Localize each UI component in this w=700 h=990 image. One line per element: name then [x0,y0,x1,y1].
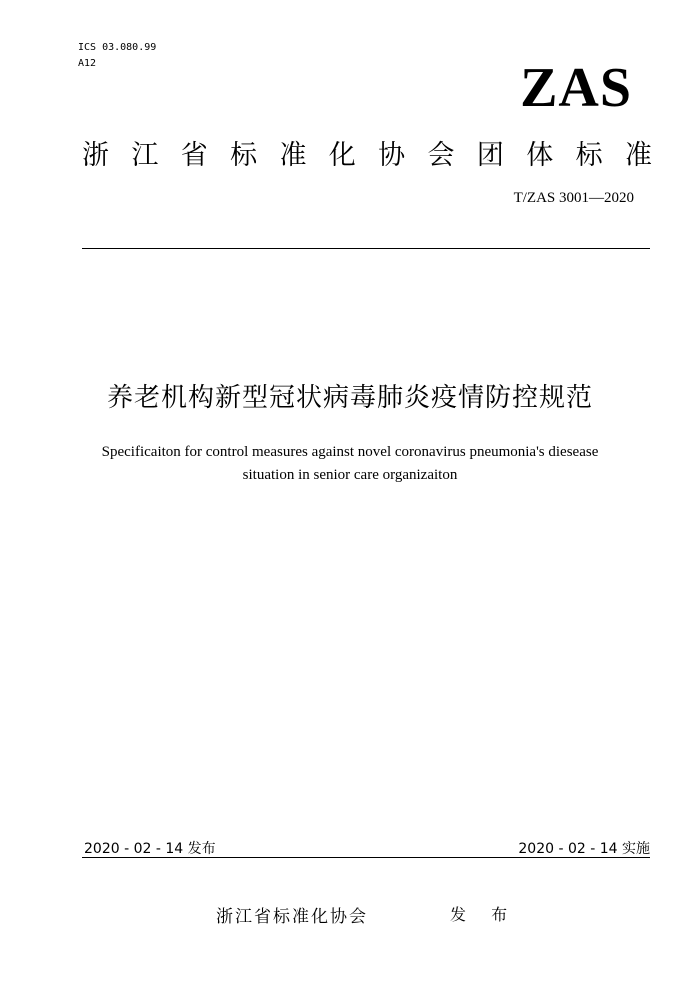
org-title-char: 准 [279,140,307,171]
publisher-name: 浙江省标准化协会 [216,907,368,927]
title-chinese: 养老机构新型冠状病毒肺炎疫情防控规范 [106,383,593,413]
org-title-char: 标 [575,140,603,171]
org-title-char: 体 [526,140,554,171]
ics-code: ICS 03.080.99 [78,42,157,53]
standard-code: T/ZAS 3001—2020 [513,190,634,206]
title-english-line: situation in senior care organizaiton [242,467,458,483]
classification-codes [78,40,156,72]
org-standard-title [82,138,652,174]
publish-label: 发 布 [450,905,518,924]
org-title-char: 化 [328,140,356,171]
class-code: A12 [78,58,97,69]
top-divider [82,248,650,249]
org-title-char: 浙 [82,140,109,171]
org-title-char: 江 [131,140,159,171]
org-title-char: 标 [230,140,258,171]
issue-date: 2020 - 02 - 14 发布 [84,841,216,857]
zas-logo: ZAS [520,57,632,119]
bottom-divider [82,857,650,858]
org-title-char: 省 [180,140,208,171]
org-title-char: 会 [427,140,455,171]
implement-date: 2020 - 02 - 14 实施 [518,841,650,857]
org-title-char: 团 [476,140,504,171]
title-english [60,441,640,487]
org-title-char: 协 [378,140,406,171]
title-english-line: Specificaiton for control measures against novel coronavirus pneumonia's diesease [101,444,599,460]
org-title-char: 准 [624,140,652,171]
